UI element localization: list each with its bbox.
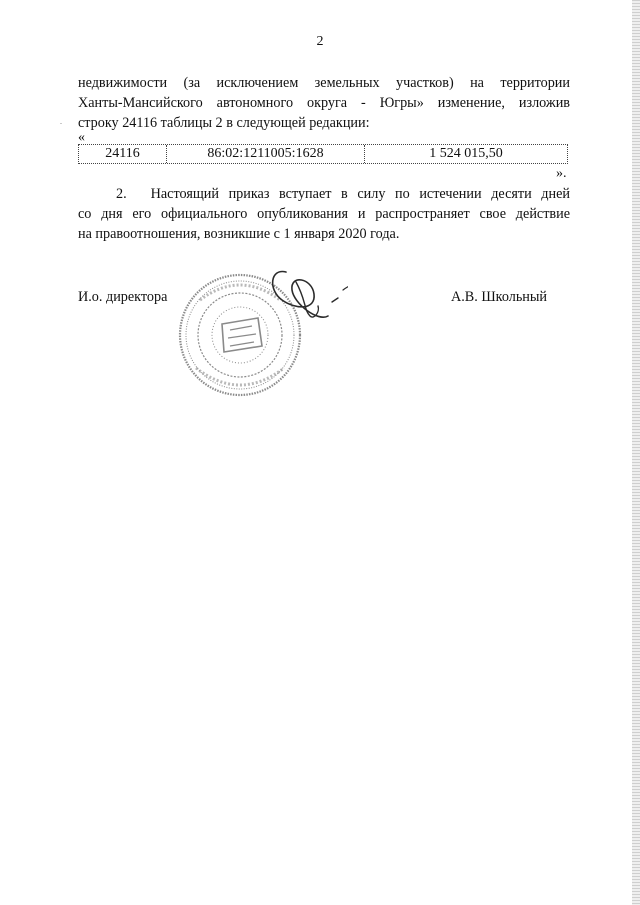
signature-icon <box>273 272 348 318</box>
opening-quote: « <box>78 130 85 145</box>
closing-quote: ». <box>556 166 567 181</box>
signatory-title: И.о. директора <box>78 289 168 305</box>
margin-mark: . <box>60 117 62 126</box>
signatory-name: А.В. Школьный <box>451 289 548 305</box>
paragraph-2-line: на правоотношения, возникшие с 1 января 2020 года. <box>78 226 400 242</box>
paragraph-1 <box>78 73 570 133</box>
table-cell-cadastral-number: 86:02:1211005:1628 <box>167 145 365 163</box>
paragraph-1-line: недвижимости (за исключением земельных участков) на территории <box>78 75 570 91</box>
paragraph-2 <box>78 184 570 244</box>
table-cell-value: 1 524 015,50 <box>429 146 503 161</box>
table-cell-row-number: 24116 <box>79 145 167 163</box>
paragraph-2-line: со дня его официального опубликования и распространяет свое действие <box>78 206 570 222</box>
paragraph-2-number: 2. <box>116 186 127 202</box>
official-seal-with-signature <box>178 260 348 410</box>
paragraph-2-line <box>78 184 570 204</box>
seal-icon <box>180 275 300 395</box>
paragraph-1-line: строку 24116 таблицы 2 в следующей редакции: <box>78 115 370 131</box>
table-row <box>78 144 568 164</box>
scan-edge <box>632 0 640 905</box>
paragraph-2-line-text: Настоящий приказ вступает в силу по истечении десяти дней <box>150 186 570 202</box>
paragraph-1-line: Ханты-Мансийского автономного округа - Югры» изменение, изложив <box>78 95 570 111</box>
page-number: 2 <box>316 34 324 49</box>
